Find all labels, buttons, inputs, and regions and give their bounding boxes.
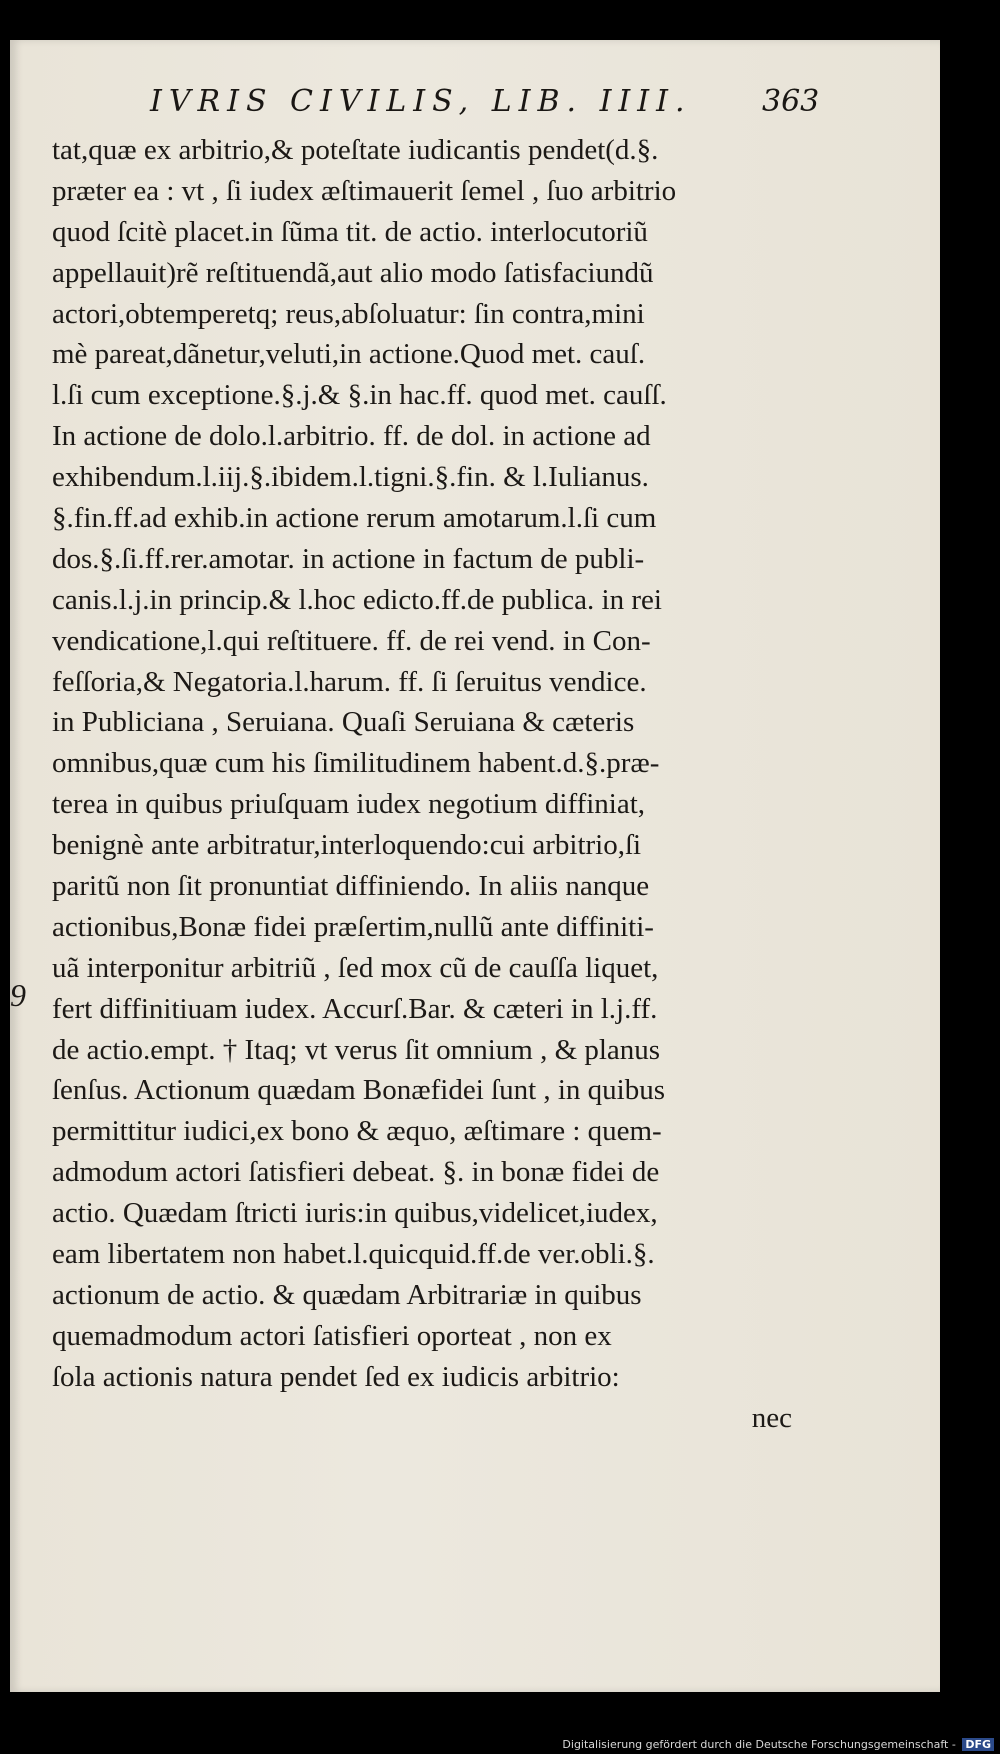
dfg-logo: DFG xyxy=(962,1738,994,1751)
text-line: actori,obtemperetq; reus,abſoluatur: ſin contra,mini xyxy=(52,297,645,330)
digitization-credit xyxy=(562,1738,994,1751)
running-head: IVRIS CIVILIS, LIB. IIII. xyxy=(150,84,692,119)
body-text xyxy=(52,130,792,1439)
text-line: de actio.empt. † Itaq; vt verus ſit omnium , & planus xyxy=(52,1033,661,1066)
text-line: actionum de actio. & quædam Arbitrariæ in quibus xyxy=(52,1278,642,1311)
text-line: benignè ante arbitratur,interloquendo:cui arbitrio,ſi xyxy=(52,829,642,862)
margin-note-number: 9 xyxy=(10,977,26,1013)
text-line: ſenſus. Actionum quædam Bonæfidei ſunt , in quibus xyxy=(52,1074,666,1107)
text-line: exhibendum.l.iij.§.ibidem.l.tigni.§.fin. & l.Iulianus. xyxy=(52,461,649,494)
text-line: §.fin.ff.ad exhib.in actione rerum amotarum.l.ſi cum xyxy=(52,502,657,535)
text-line: in Publiciana , Seruiana. Quaſi Seruiana & cæteris xyxy=(52,706,635,739)
credit-text: Digitalisierung gefördert durch die Deutsche Forschungsgemeinschaft - xyxy=(562,1738,956,1751)
text-line: permittitur iudici,ex bono & æquo, æſtimare : quem- xyxy=(52,1115,662,1148)
text-line: terea in quibus priuſquam iudex negotium diffiniat, xyxy=(52,788,646,821)
text-line: vendicatione,l.qui reſtituere. ff. de rei vend. in Con- xyxy=(52,624,651,657)
page-number: 363 xyxy=(762,84,820,119)
text-line: omnibus,quæ cum his ſimilitudinem habent.d.§.præ- xyxy=(52,747,660,780)
text-line: In actione de dolo.l.arbitrio. ff. de dol. in actione ad xyxy=(52,420,651,453)
text-line: uã interponitur arbitriũ , ſed mox cũ de cauſſa liquet, xyxy=(52,951,659,984)
text-line: paritũ non ſit pronuntiat diffiniendo. In aliis nanque xyxy=(52,870,650,903)
text-line: præter ea : vt , ſi iudex æſtimauerit ſemel , ſuo arbitrio xyxy=(52,174,677,207)
text-line: mè pareat,dãnetur,veluti,in actione.Quod met. cauſ. xyxy=(52,338,646,371)
catchword: nec xyxy=(751,1401,792,1434)
text-line: ſola actionis natura pendet ſed ex iudicis arbitrio: xyxy=(52,1360,620,1393)
text-line: dos.§.ſi.ff.rer.amotar. in actione in factum de publi- xyxy=(52,542,645,575)
text-line: actionibus,Bonæ fidei præſertim,nullũ ante diffiniti- xyxy=(52,910,654,943)
text-line: eam libertatem non habet.l.quicquid.ff.de ver.obli.§. xyxy=(52,1238,655,1271)
text-line: actio. Quædam ſtricti iuris:in quibus,videlicet,iudex, xyxy=(52,1197,658,1230)
text-line: tat,quæ ex arbitrio,& poteſtate iudicantis pendet(d.§. xyxy=(52,134,659,166)
text-line: appellauit)rẽ reſtituendã,aut alio modo ſatisfaciundũ xyxy=(52,256,654,289)
book-page xyxy=(10,40,940,1692)
text-line: feſſoria,& Negatoria.l.harum. ff. ſi ſeruitus vendice. xyxy=(52,665,647,698)
text-line: canis.l.j.in princip.& l.hoc edicto.ff.de publica. in rei xyxy=(52,583,662,616)
text-line: l.ſi cum exceptione.§.j.& §.in hac.ff. quod met. cauſſ. xyxy=(52,379,667,412)
text-line: quemadmodum actori ſatisfieri oporteat , non ex xyxy=(52,1319,612,1352)
text-line: quod ſcitè placet.in ſũma tit. de actio. interlocutoriũ xyxy=(52,215,648,248)
text-line: admodum actori ſatisfieri debeat. §. in bonæ fidei de xyxy=(52,1156,660,1189)
text-line: fert diffinitiuam iudex. Accurſ.Bar. & cæteri in l.j.ff. xyxy=(52,992,658,1025)
